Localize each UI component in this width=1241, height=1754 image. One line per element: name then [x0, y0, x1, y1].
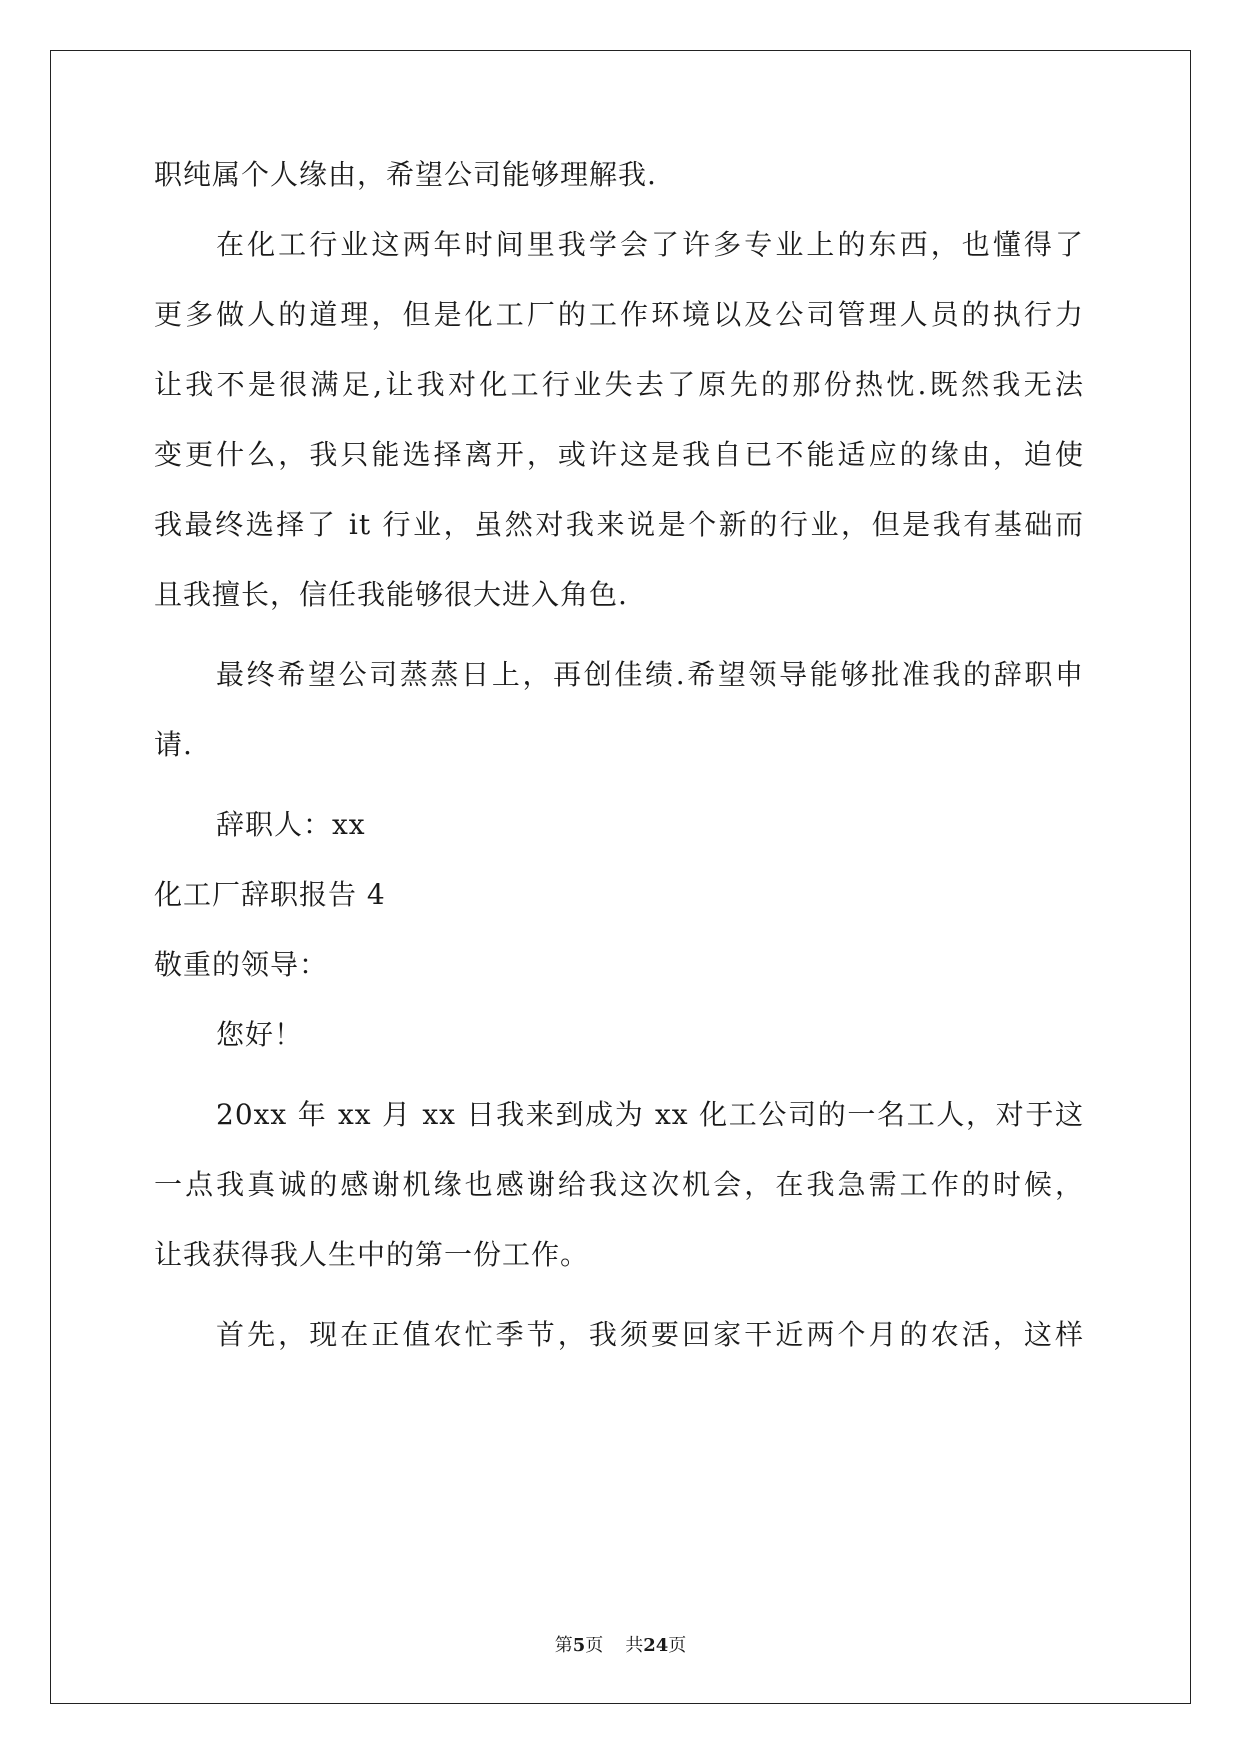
signature-line: 辞职人：xx — [216, 808, 366, 841]
text-line-7: 且我擅长，信任我能够很大进入角色. — [154, 578, 628, 611]
salutation: 敬重的领导： — [154, 948, 329, 981]
text-line-3: 更多做人的道理，但是化工厂的工作环境以及公司管理人员的执行力 — [154, 298, 1084, 331]
page-footer — [0, 1634, 1241, 1658]
text-line-17: 首先，现在正值农忙季节，我须要回家干近两个月的农活，这样 — [216, 1318, 1084, 1351]
total-prefix: 共 — [625, 1635, 644, 1656]
total-pages: 24 — [643, 1635, 669, 1656]
text-line-14: 20xx 年 xx 月 xx 日我来到成为 xx 化工公司的一名工人，对于这 — [216, 1098, 1084, 1131]
text-line-2: 在化工行业这两年时间里我学会了许多专业上的东西，也懂得了 — [216, 228, 1084, 261]
text-line-9: 请. — [154, 728, 193, 761]
text-line-16: 让我获得我人生中的第一份工作。 — [154, 1238, 590, 1271]
text-line-8: 最终希望公司蒸蒸日上，再创佳绩.希望领导能够批准我的辞职申 — [216, 658, 1084, 691]
total-suffix: 页 — [668, 1635, 687, 1656]
text-line-1: 职纯属个人缘由，希望公司能够理解我. — [154, 158, 657, 191]
page-prefix: 第 — [554, 1635, 573, 1656]
page-number: 5 — [572, 1635, 586, 1656]
page-suffix: 页 — [585, 1635, 604, 1656]
section-title: 化工厂辞职报告 4 — [154, 878, 386, 911]
text-line-4: 让我不是很满足,让我对化工行业失去了原先的那份热忱.既然我无法 — [154, 368, 1084, 401]
text-line-6: 我最终选择了 it 行业，虽然对我来说是个新的行业，但是我有基础而 — [154, 508, 1084, 541]
text-line-15: 一点我真诚的感谢机缘也感谢给我这次机会，在我急需工作的时候， — [154, 1168, 1084, 1201]
greeting: 您好！ — [216, 1018, 304, 1051]
text-line-5: 变更什么，我只能选择离开，或许这是我自已不能适应的缘由，迫使 — [154, 438, 1084, 471]
